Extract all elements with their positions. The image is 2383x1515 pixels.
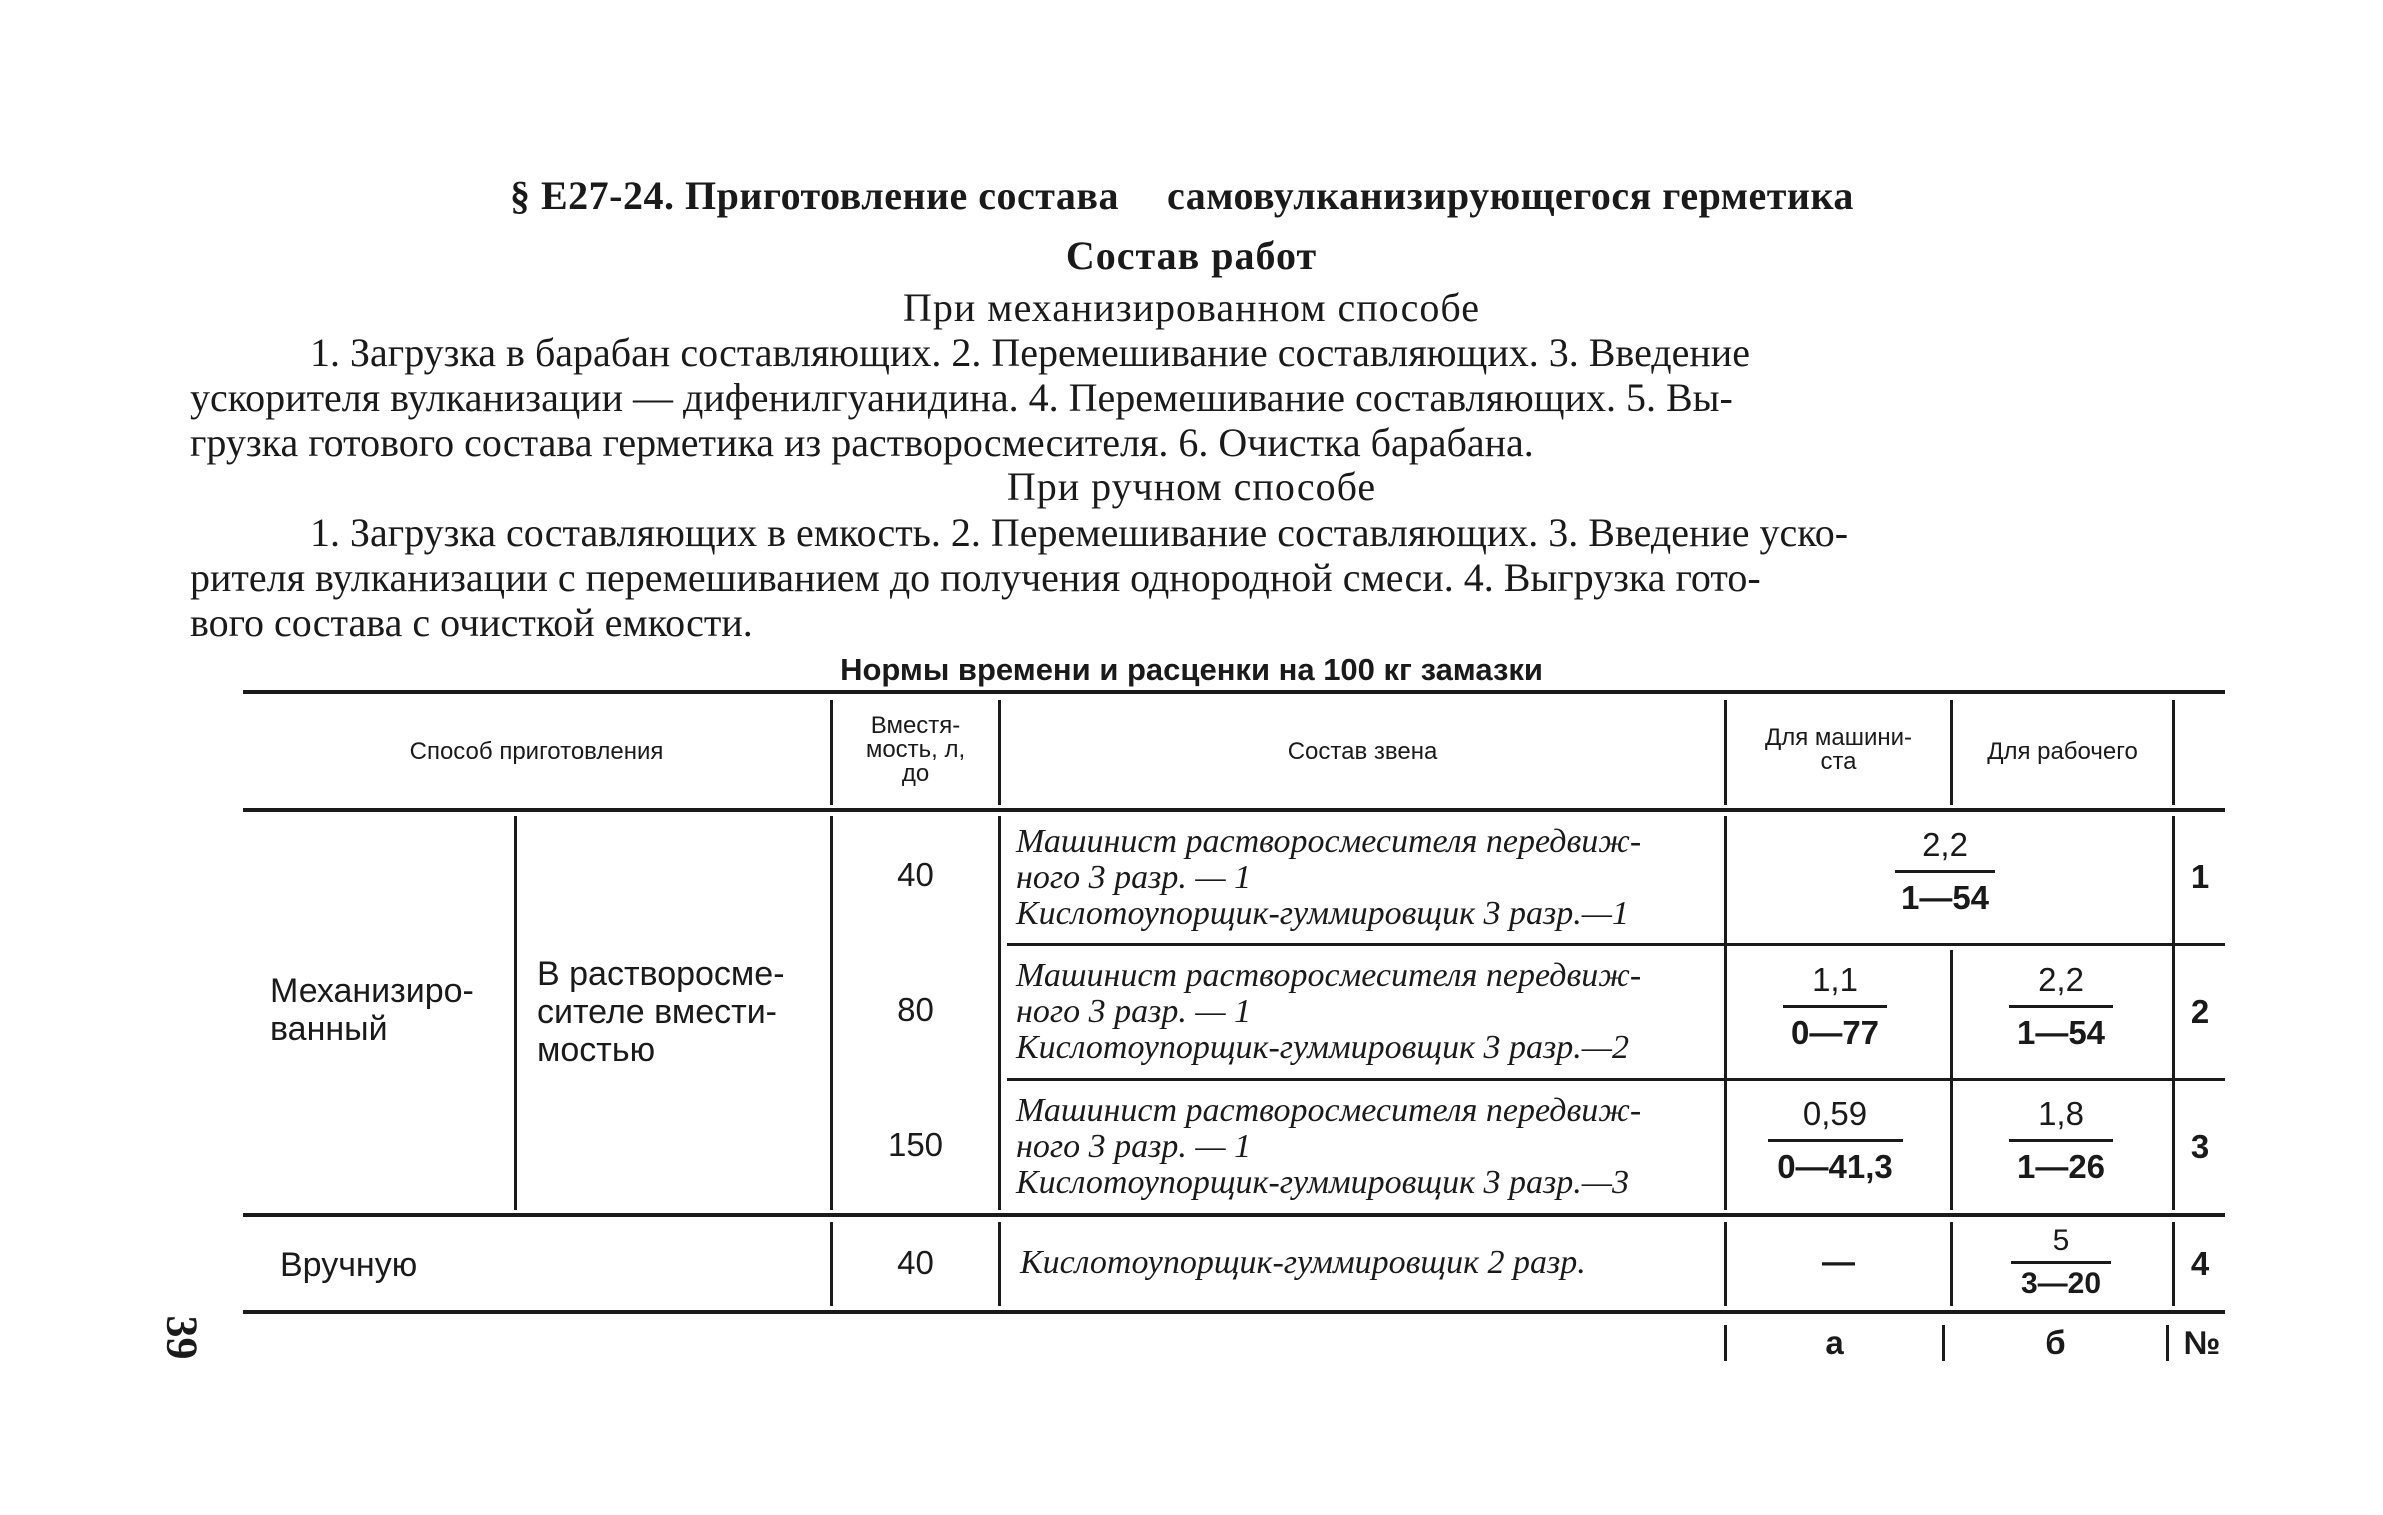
row2-number: 2	[2190, 993, 2210, 1030]
vline-worker-header	[2172, 700, 2175, 805]
row1-bottom-rule	[1007, 943, 2225, 946]
row3-worker-time: 1,8	[2038, 1095, 2084, 1132]
header-bottom-rule	[243, 808, 2225, 812]
vline-machinist-body	[1950, 950, 1953, 1210]
section-title	[510, 172, 1854, 219]
row4-crew-line1: Кислотоупорщик-гуммировщик 2 разр.	[1020, 1244, 1586, 1281]
header-capacity-line1: Вместя-	[870, 712, 961, 739]
row4-worker-time: 5	[2052, 1224, 2070, 1257]
header-machinist-line2: ста	[1820, 748, 1857, 775]
row1-capacity: 40	[897, 856, 934, 893]
mechanized-line-2: ускорителя вулканизации — дифенилгуанидина. 4. Перемешивание составляющих. 5. Вы-	[190, 375, 1733, 420]
section-title-part2: самовулканизирующегося герметика	[1167, 173, 1854, 218]
mechanized-paragraph	[190, 330, 2235, 465]
row1-crew	[1016, 824, 1641, 932]
row2-crew-line3: Кислотоупорщик-гуммировщик 3 разр.—2	[1016, 1029, 1629, 1066]
mechanized-line-3: грузка готового состава герметика из растворосмесителя. 6. Очистка барабана.	[190, 420, 1534, 465]
row3-machinist-time: 0,59	[1802, 1095, 1868, 1132]
row3-worker-rate	[2006, 1095, 2116, 1186]
row3-capacity: 150	[887, 1126, 944, 1163]
manual-line-3: вого состава с очисткой емкости.	[190, 600, 753, 645]
mixer-label-line2: сителе вмести-	[537, 993, 778, 1031]
row4-worker-rate	[2006, 1224, 2116, 1301]
footer-col-no: №	[2183, 1324, 2221, 1361]
vline-capacity-body	[998, 816, 1001, 1210]
footer-col-a: а	[1825, 1324, 1844, 1361]
row4-crew	[1020, 1245, 1586, 1281]
manual-heading: При ручном способе	[1006, 464, 1377, 509]
row3-crew-line2: ного 3 разр. — 1	[1016, 1128, 1252, 1165]
header-machinist	[1727, 726, 1950, 774]
manual-line-2: рителя вулканизации с перемешиванием до получения однородной смеси. 4. Выгрузка гото-	[190, 555, 1761, 600]
footer-col-b: б	[2045, 1324, 2066, 1361]
mechanized-heading: При механизированном способе	[902, 285, 1481, 330]
row1-crew-line2: ного 3 разр. — 1	[1016, 859, 1252, 896]
mechanized-label	[270, 972, 510, 1048]
row2-machinist-time: 1,1	[1812, 961, 1858, 998]
header-method: Способ приготовления	[409, 738, 664, 765]
row4-worker-price: 3—20	[2020, 1267, 2102, 1300]
header-capacity	[833, 714, 998, 786]
table-bottom-rule	[243, 1310, 2225, 1314]
work-composition-heading: Состав работ	[1065, 233, 1318, 278]
row4-number: 4	[2190, 1245, 2210, 1282]
row2-worker-price: 1—54	[2016, 1014, 2106, 1051]
row3-machinist-price: 0—41,3	[1777, 1148, 1893, 1185]
table-top-rule	[243, 690, 2225, 694]
row2-worker-time: 2,2	[2038, 961, 2084, 998]
row3-bottom-rule	[243, 1213, 2225, 1217]
row3-crew-line1: Машинист растворосмесителя передвиж-	[1016, 1092, 1642, 1129]
row2-machinist-price: 0—77	[1790, 1014, 1880, 1051]
row1-combined-time: 2,2	[1922, 826, 1968, 863]
row3-number: 3	[2190, 1128, 2210, 1165]
header-worker: Для рабочего	[1987, 738, 2138, 765]
row3-worker-price: 1—26	[2016, 1148, 2106, 1185]
vline-crew-body	[1724, 816, 1727, 1210]
row4-capacity: 40	[897, 1244, 934, 1281]
row4-machinist-dash: —	[1822, 1243, 1855, 1280]
row1-number: 1	[2190, 858, 2210, 895]
page-number: 39	[157, 1315, 207, 1360]
vline-mech-sub	[514, 816, 517, 1210]
row3-machinist-rate	[1765, 1095, 1905, 1186]
manual-line-1: 1. Загрузка составляющих в емкость. 2. Перемешивание составляющих. 3. Введение уско-	[310, 510, 1849, 555]
header-crew: Состав звена	[1287, 738, 1438, 765]
footer-tick-3	[2166, 1325, 2169, 1361]
section-title-part1: § Е27-24. Приготовление состава	[510, 173, 1120, 218]
row1-combined-rate	[1890, 826, 2000, 917]
row2-crew-line1: Машинист растворосмесителя передвиж-	[1016, 957, 1642, 994]
table-caption: Нормы времени и расценки на 100 кг замазки	[840, 652, 1543, 687]
mechanized-label-line1: Механизиро-	[270, 972, 474, 1010]
row1-combined-price: 1—54	[1900, 879, 1990, 916]
row1-crew-line3: Кислотоупорщик-гуммировщик 3 разр.—1	[1016, 895, 1629, 932]
row2-bottom-rule	[1007, 1078, 2225, 1081]
row2-capacity: 80	[897, 991, 934, 1028]
row3-crew-line3: Кислотоупорщик-гуммировщик 3 разр.—3	[1016, 1164, 1629, 1201]
row2-worker-rate	[2006, 961, 2116, 1052]
header-machinist-line1: Для машини-	[1764, 724, 1913, 751]
mixer-label-line1: В растворосме-	[537, 955, 785, 993]
row2-crew-line2: ного 3 разр. — 1	[1016, 993, 1252, 1030]
mixer-label	[537, 955, 812, 1069]
mixer-label-line3: мостью	[537, 1031, 656, 1069]
vline-machinist-row4	[1950, 1222, 1953, 1306]
manual-paragraph	[190, 510, 2235, 645]
header-capacity-line3: до	[901, 760, 930, 787]
row2-crew	[1016, 958, 1641, 1066]
vline-capacity-row4	[998, 1222, 1001, 1306]
row4-method: Вручную	[280, 1246, 418, 1284]
mechanized-line-1: 1. Загрузка в барабан составляющих. 2. Перемешивание составляющих. 3. Введение	[310, 330, 1750, 375]
row1-crew-line1: Машинист растворосмесителя передвиж-	[1016, 823, 1642, 860]
row3-crew	[1016, 1093, 1641, 1201]
header-capacity-line2: мость, л,	[865, 736, 966, 763]
mechanized-label-line2: ванный	[270, 1010, 388, 1048]
row2-machinist-rate	[1780, 961, 1890, 1052]
